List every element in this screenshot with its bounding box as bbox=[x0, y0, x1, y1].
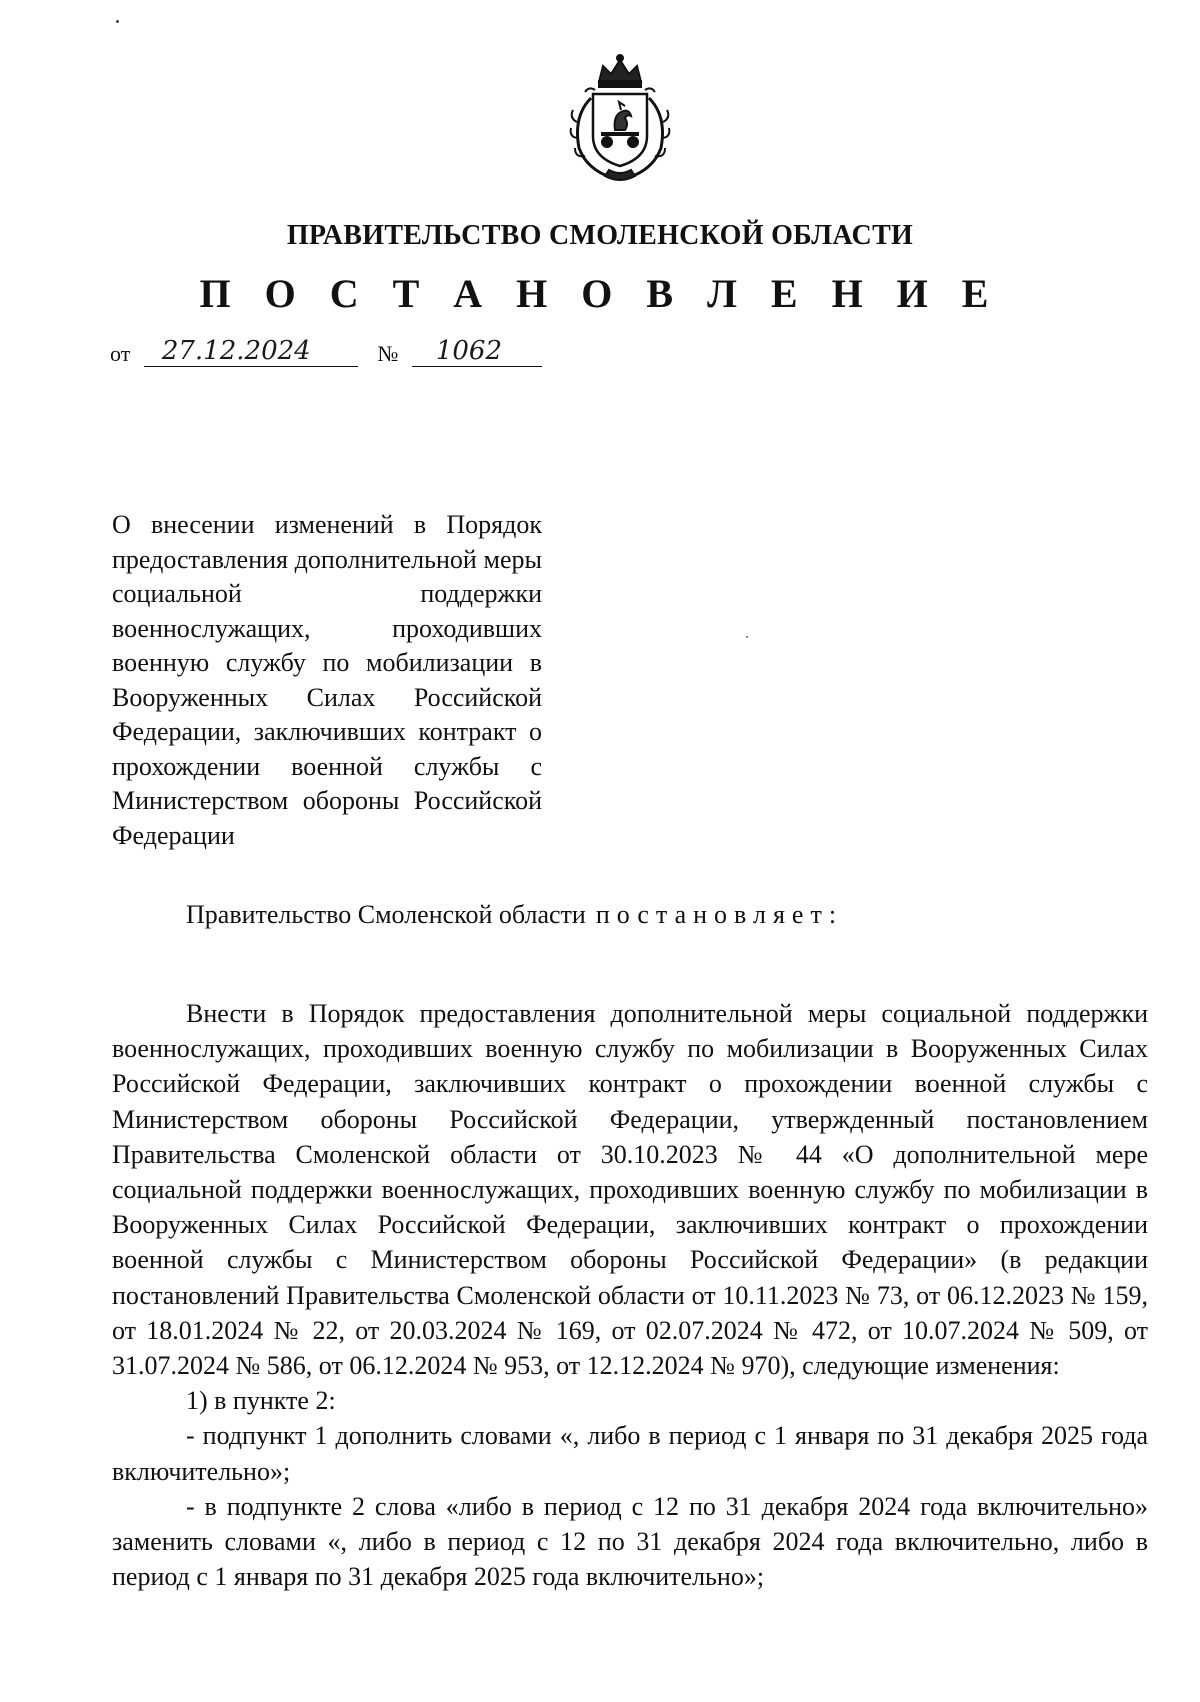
document-type-title: П О С Т А Н О В Л Е Н И Е bbox=[199, 271, 1001, 316]
scan-speck bbox=[746, 636, 748, 638]
body-paragraph: Внести в Порядок предоставления дополнительной меры социальной поддержки военнослужащих, проходивших военную службу по мобилизации в Вооруженных Силах Российской Федерации, заключивших контракт о прохождении военной службы с Министерством обороны Российской Федерации, утвержденный постановлением Правительства Смоленской области от 30.10.2023 № 44 «О дополнительной мере социальной поддержки военнослужащих, проходивших военную службу по мобилизации в Вооруженных Силах Российской Федерации, заключивших контракт о прохождении военной службы с Министерством обороны Российской Федерации» (в редакции постановлений Правительства Смоленской области от 10.11.2023 № 73, от 06.12.2023 № 159, от 18.01.2024 № 22, от 20.03.2024 № 169, от 02.07.2024 № 472, от 10.07.2024 № 509, от 31.07.2024 № 586, от 06.12.2024 № 953, от 12.12.2024 № 970), следующие изменения: bbox=[112, 999, 1148, 1381]
document-subject: О внесении изменений в Порядок предоставления дополнительной меры социальной поддержки военнослужащих, проходивших военную службу по мобилизации в Вооруженных Силах Российской Федерации, заключивших контракт о прохождении военной службы с Министерством обороны Российской Федерации bbox=[112, 510, 542, 850]
preamble-verb: постановляет: bbox=[595, 900, 844, 929]
document-body bbox=[112, 996, 1148, 1594]
organization-title: ПРАВИТЕЛЬСТВО СМОЛЕНСКОЙ ОБЛАСТИ bbox=[286, 220, 914, 251]
body-paragraph: - подпункт 1 дополнить словами «, либо в период с 1 января по 31 декабря 2025 года включительно»; bbox=[112, 1421, 1148, 1486]
registration-line bbox=[110, 336, 542, 367]
coat-of-arms-icon bbox=[555, 52, 685, 184]
body-paragraph: 1) в пункте 2: bbox=[186, 1386, 336, 1416]
body-paragraph: - в подпункте 2 слова «либо в период с 12 по 31 декабря 2024 года включительно» заменить словами «, либо в период с 12 по 31 декабря 2024 года включительно, либо в период с 1 января по 31 декабря 2025 года включительно»; bbox=[112, 1491, 1148, 1592]
handwritten-date: 27.12.2024 bbox=[144, 336, 358, 367]
handwritten-number: 1062 bbox=[412, 336, 542, 367]
preamble-text: Правительство Смоленской области bbox=[186, 900, 586, 929]
number-label: № bbox=[377, 341, 399, 366]
scan-speck bbox=[116, 20, 119, 23]
preamble bbox=[186, 900, 843, 930]
date-label: от bbox=[110, 341, 131, 366]
